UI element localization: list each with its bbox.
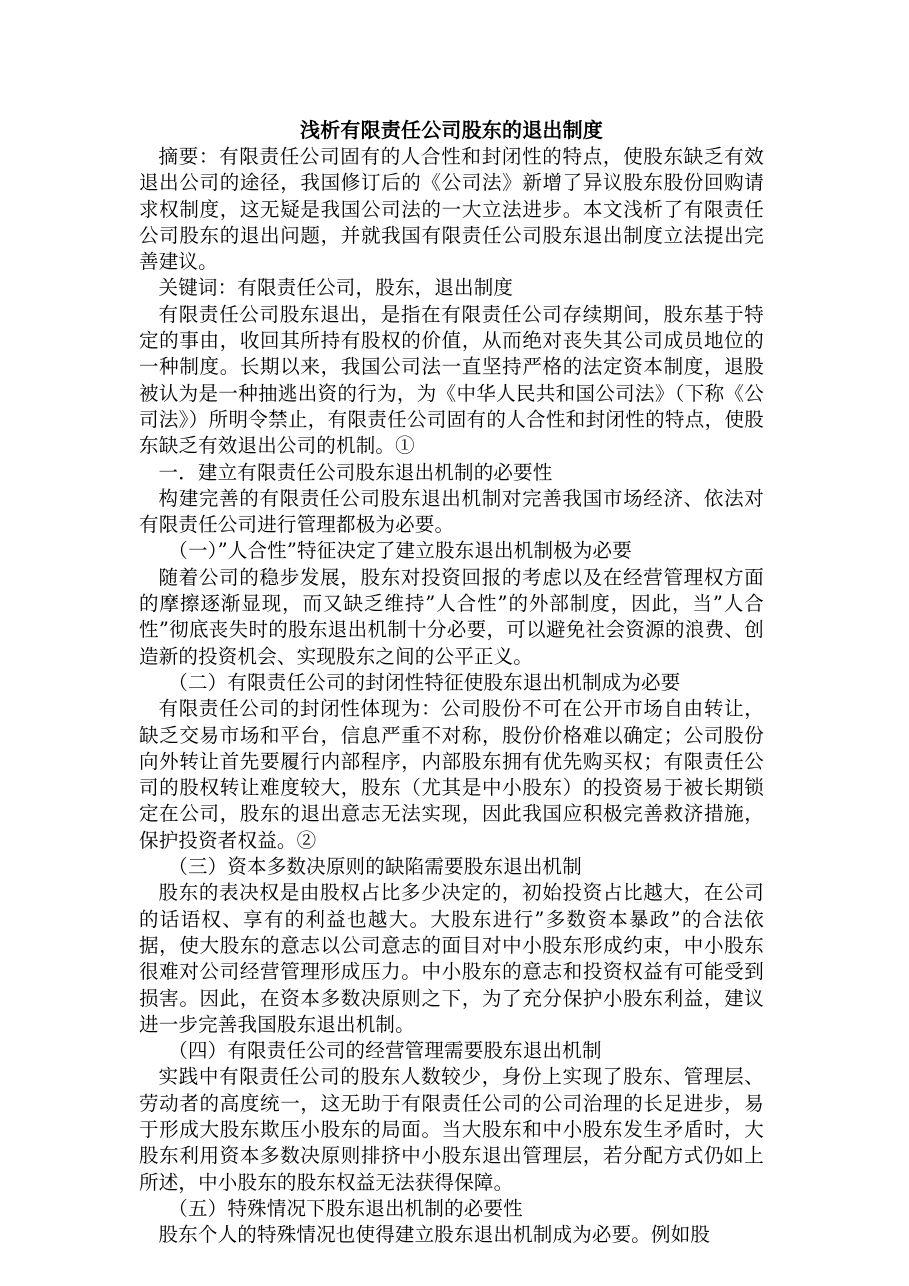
- subsection-4-text: 实践中有限责任公司的股东人数较少，身份上实现了股东、管理层、劳动者的高度统一，这无助于有限责任公司的公司治理的长足进步，易于形成大股东欺压小股东的局面。当大股东和中小股东发生矛盾时，大股东利用资本多数决原则排挤中小股东退出管理层，若分配方式仍如上所述，中小股东的股东权益无法获得保障。: [139, 1065, 764, 1194]
- subsection-3-text: 股东的表决权是由股权占比多少决定的，初始投资占比越大，在公司的话语权、享有的利益也越大。大股东进行”多数资本暴政”的合法依据，使大股东的意志以公司意志的面目对中小股东形成约束，中小股东很难对公司经营管理形成压力。中小股东的意志和投资权益有可能受到损害。因此，在资本多数决原则之下，为了充分保护小股东利益，建议进一步完善我国股东退出机制。: [139, 881, 764, 1036]
- subsection-heading-1: （一）”人合性”特征决定了建立股东退出机制极为必要: [168, 539, 632, 563]
- keywords-line: 关键词：有限责任公司，股东，退出制度: [158, 276, 514, 300]
- subsection-2-text: 有限责任公司的封闭性体现为：公司股份不可在公开市场自由转让，缺乏交易市场和平台，信息严重不对称，股份价格难以确定；公司股份向外转让首先要履行内部程序，内部股东拥有优先购买权；有限责任公司的股权转让难度较大，股东（尤其是中小股东）的投资易于被长期锁定在公司，股东的退出意志无法实现，因此我国应积极完善救济措施，保护投资者权益。②: [139, 697, 764, 852]
- document-title: 浅析有限责任公司股东的退出制度: [300, 118, 603, 142]
- subsection-5-text: 股东个人的特殊情况也使得建立股东退出机制成为必要。例如股: [158, 1223, 711, 1247]
- section-1-intro: 构建完善的有限责任公司股东退出机制对完善我国市场经济、依法对有限责任公司进行管理都极为必要。: [139, 486, 764, 537]
- subsection-heading-5: （五）特殊情况下股东退出机制的必要性: [168, 1196, 523, 1220]
- subsection-heading-2: （二）有限责任公司的封闭性特征使股东退出机制成为必要: [168, 670, 681, 694]
- document-page: [139, 116, 764, 1248]
- intro-paragraph: 有限责任公司股东退出，是指在有限责任公司存续期间，股东基于特定的事由，收回其所持有股权的价值，从而绝对丧失其公司成员地位的一种制度。长期以来，我国公司法一直坚持严格的法定资本制度，退股被认为是一种抽逃出资的行为，为《中华人民共和国公司法》（下称《公司法》）所明令禁止，有限责任公司固有的人合性和封闭性的特点，使股东缺乏有效退出公司的机制。①: [139, 302, 764, 458]
- abstract-paragraph: 摘要：有限责任公司固有的人合性和封闭性的特点，使股东缺乏有效退出公司的途径，我国修订后的《公司法》新增了异议股东股份回购请求权制度，这无疑是我国公司法的一大立法进步。本文浅析了有限责任公司股东的退出问题，并就我国有限责任公司股东退出制度立法提出完善建议。: [139, 145, 764, 274]
- subsection-heading-3: （三）资本多数决原则的缺陷需要股东退出机制: [168, 855, 582, 879]
- section-heading-1: 一．建立有限责任公司股东退出机制的必要性: [158, 460, 553, 484]
- subsection-heading-4: （四）有限责任公司的经营管理需要股东退出机制: [168, 1039, 602, 1063]
- subsection-1-text: 随着公司的稳步发展，股东对投资回报的考虑以及在经营管理权方面的摩擦逐渐显现，而又缺乏维持”人合性”的外部制度，因此，当”人合性”彻底丧失时的股东退出机制十分必要，可以避免社会资源的浪费、创造新的投资机会、实现股东之间的公平正义。: [139, 565, 764, 668]
